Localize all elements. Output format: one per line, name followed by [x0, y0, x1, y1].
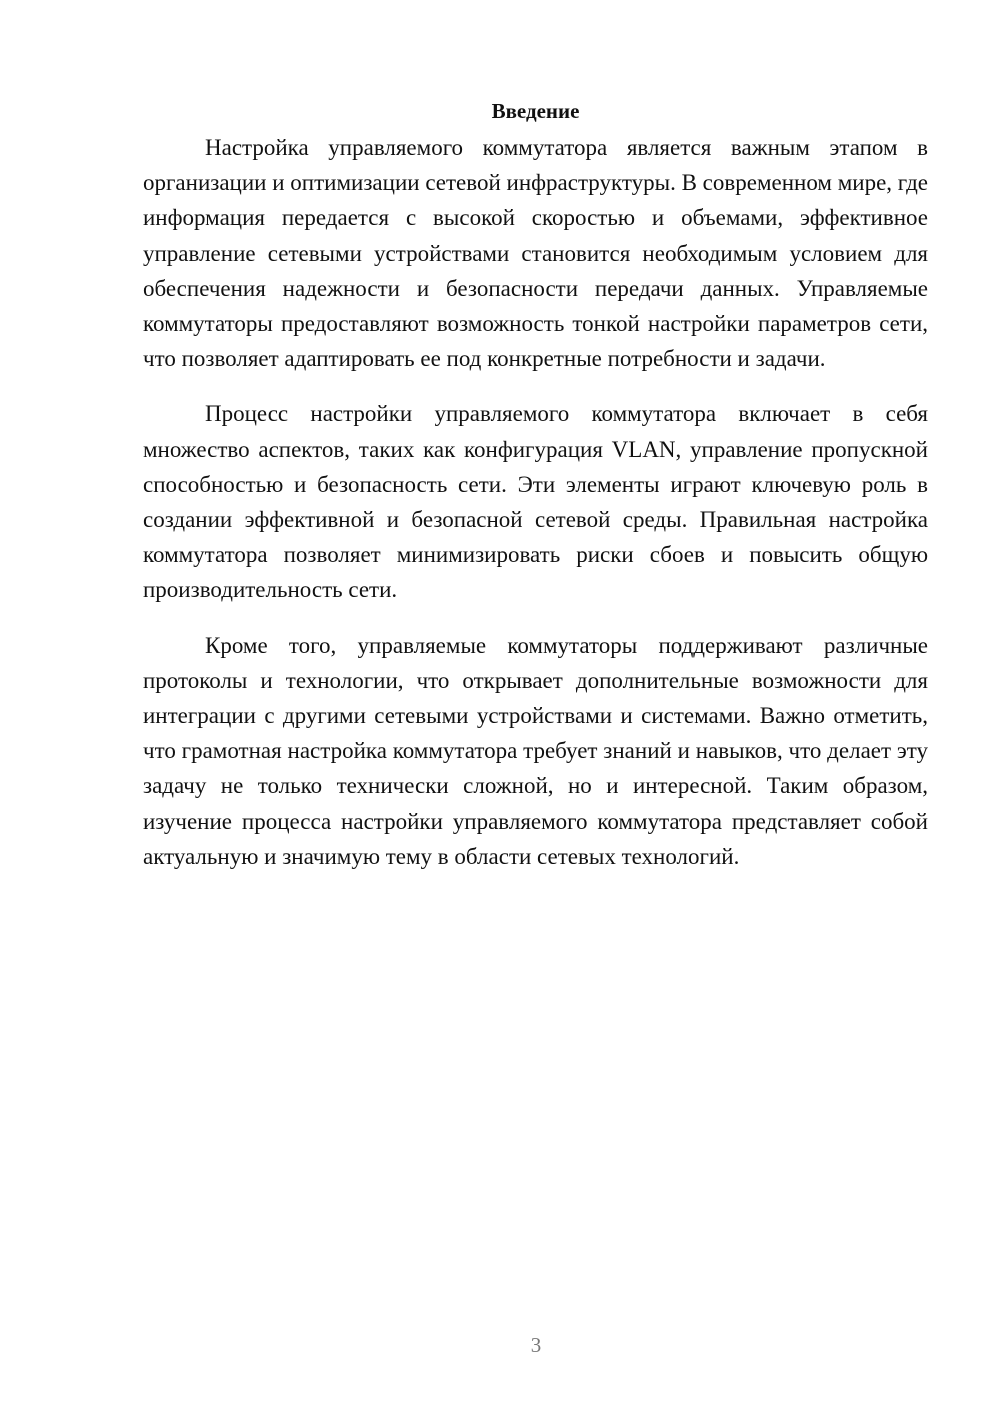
paragraph-2: Процесс настройки управляемого коммутатора включает в себя множество аспектов, таких как конфигурация VLAN, управление пропускной способностью и безопасность сети. Эти элементы играют ключевую роль в создании эффективной и безопасной сетевой среды. Правильная настройка коммутатора позволяет минимизировать риски сбоев и повысить общую производительность сети.	[143, 401, 928, 603]
paragraph-1: Настройка управляемого коммутатора является важным этапом в организации и оптимизации сетевой инфраструктуры. В современном мире, где информация передается с высокой скоростью и объемами, эффективное управление сетевыми устройствами становится необходимым условием для обеспечения надежности и безопасности передачи данных. Управляемые коммутаторы предоставляют возможность тонкой настройки параметров сети, что позволяет адаптировать ее под конкретные потребности и задачи.	[143, 135, 928, 372]
section-title: Введение	[491, 99, 580, 123]
page-number: 3	[530, 1333, 542, 1357]
page-content	[143, 96, 928, 894]
paragraph-3: Кроме того, управляемые коммутаторы поддерживают различные протоколы и технологии, что открывает дополнительные возможности для интеграции с другими сетевыми устройствами и системами. Важно отметить, что грамотная настройка коммутатора требует знаний и навыков, что делает эту задачу не только технически сложной, но и интересной. Таким образом, изучение процесса настройки управляемого коммутатора представляет собой актуальную и значимую тему в области сетевых технологий.	[143, 632, 928, 869]
